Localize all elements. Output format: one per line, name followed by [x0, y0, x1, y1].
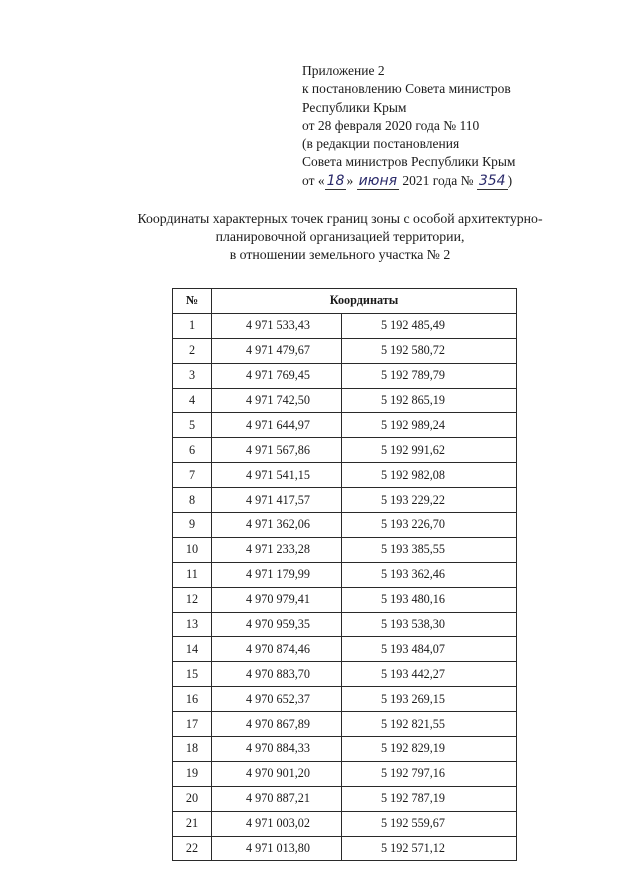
table-row — [173, 836, 517, 861]
title-line: Координаты характерных точек границ зоны с особой архитектурно- — [137, 211, 543, 226]
coordinate-y-cell: 5 193 362,46 — [342, 562, 517, 587]
point-number-cell: 16 — [173, 687, 212, 712]
title-line: планировочной организацией территории, — [215, 229, 465, 244]
point-number-cell: 10 — [173, 537, 212, 562]
table-row — [173, 637, 517, 662]
coordinate-y-cell: 5 192 865,19 — [342, 388, 517, 413]
table-row — [173, 562, 517, 587]
annex-line: Совета министров Республики Крым — [302, 154, 516, 170]
coordinate-x-cell: 4 971 541,15 — [212, 463, 342, 488]
coordinate-x-cell: 4 970 883,70 — [212, 662, 342, 687]
date-suffix: 2021 года № — [402, 172, 474, 188]
title-line: в отношении земельного участка № 2 — [229, 247, 451, 262]
coordinate-x-cell: 4 970 901,20 — [212, 761, 342, 786]
coordinate-x-cell: 4 971 769,45 — [212, 363, 342, 388]
point-number-cell: 3 — [173, 363, 212, 388]
close-paren: ) — [507, 172, 513, 188]
point-number-cell: 2 — [173, 338, 212, 363]
coordinate-y-cell: 5 193 385,55 — [342, 537, 517, 562]
coordinate-y-cell: 5 193 538,30 — [342, 612, 517, 637]
annex-line: к постановлению Совета министров — [302, 81, 511, 97]
point-number-cell: 1 — [173, 313, 212, 338]
table-row — [173, 438, 517, 463]
point-number-cell: 14 — [173, 637, 212, 662]
handwritten-month: июня — [358, 172, 398, 189]
table-row — [173, 687, 517, 712]
coordinate-y-cell: 5 192 989,24 — [342, 413, 517, 438]
coordinate-y-cell: 5 193 484,07 — [342, 637, 517, 662]
coordinate-x-cell: 4 970 979,41 — [212, 587, 342, 612]
coordinate-y-cell: 5 193 229,22 — [342, 488, 517, 513]
date-prefix: от « — [302, 172, 325, 188]
document-title — [100, 210, 580, 264]
coordinate-x-cell: 4 971 179,99 — [212, 562, 342, 587]
annex-line: Республики Крым — [302, 99, 407, 115]
coordinate-y-cell: 5 192 982,08 — [342, 463, 517, 488]
coordinate-x-cell: 4 971 417,57 — [212, 488, 342, 513]
point-number-cell: 18 — [173, 737, 212, 762]
point-number-cell: 9 — [173, 513, 212, 538]
coordinate-x-cell: 4 971 742,50 — [212, 388, 342, 413]
coordinate-y-cell: 5 193 226,70 — [342, 513, 517, 538]
coordinate-x-cell: 4 970 867,89 — [212, 712, 342, 737]
table-row — [173, 587, 517, 612]
point-number-cell: 11 — [173, 562, 212, 587]
coordinate-y-cell: 5 193 442,27 — [342, 662, 517, 687]
table-row — [173, 737, 517, 762]
annex-line: от 28 февраля 2020 года № 110 — [302, 117, 480, 133]
point-number-cell: 7 — [173, 463, 212, 488]
point-number-cell: 13 — [173, 612, 212, 637]
annex-line: (в редакции постановления — [302, 136, 460, 152]
table-row — [173, 338, 517, 363]
point-number-cell: 20 — [173, 786, 212, 811]
table-row — [173, 413, 517, 438]
column-header-coordinates: Координаты — [212, 289, 517, 314]
table-row — [173, 712, 517, 737]
coordinate-y-cell: 5 192 789,79 — [342, 363, 517, 388]
coordinate-x-cell: 4 970 884,33 — [212, 737, 342, 762]
point-number-cell: 15 — [173, 662, 212, 687]
table-header-row — [173, 289, 517, 314]
coordinate-y-cell: 5 193 480,16 — [342, 587, 517, 612]
table-row — [173, 363, 517, 388]
point-number-cell: 8 — [173, 488, 212, 513]
point-number-cell: 17 — [173, 712, 212, 737]
point-number-cell: 19 — [173, 761, 212, 786]
point-number-cell: 4 — [173, 388, 212, 413]
coordinate-x-cell: 4 971 479,67 — [212, 338, 342, 363]
coordinate-y-cell: 5 192 580,72 — [342, 338, 517, 363]
handwritten-doc-number: 354 — [478, 172, 506, 189]
table-row — [173, 388, 517, 413]
table-row — [173, 463, 517, 488]
coordinate-y-cell: 5 192 991,62 — [342, 438, 517, 463]
coordinate-y-cell: 5 192 571,12 — [342, 836, 517, 861]
coordinate-x-cell: 4 970 959,35 — [212, 612, 342, 637]
handwritten-day: 18 — [326, 172, 345, 189]
point-number-cell: 21 — [173, 811, 212, 836]
point-number-cell: 22 — [173, 836, 212, 861]
annex-line: Приложение 2 — [302, 63, 385, 78]
coordinate-y-cell: 5 192 821,55 — [342, 712, 517, 737]
coordinate-y-cell: 5 192 797,16 — [342, 761, 517, 786]
coordinate-y-cell: 5 192 787,19 — [342, 786, 517, 811]
table-row — [173, 786, 517, 811]
point-number-cell: 5 — [173, 413, 212, 438]
coordinate-x-cell: 4 971 362,06 — [212, 513, 342, 538]
coordinate-x-cell: 4 971 013,80 — [212, 836, 342, 861]
coordinate-y-cell: 5 192 485,49 — [342, 313, 517, 338]
table-body — [173, 313, 517, 861]
point-number-cell: 6 — [173, 438, 212, 463]
table-row — [173, 537, 517, 562]
table-row — [173, 313, 517, 338]
table-row — [173, 612, 517, 637]
date-mid: » — [346, 172, 354, 188]
coordinate-x-cell: 4 970 652,37 — [212, 687, 342, 712]
table-row — [173, 761, 517, 786]
coordinates-table — [172, 288, 517, 861]
table-row — [173, 811, 517, 836]
column-header-number: № — [173, 289, 212, 314]
coordinate-x-cell: 4 971 567,86 — [212, 438, 342, 463]
coordinate-x-cell: 4 970 874,46 — [212, 637, 342, 662]
table-row — [173, 488, 517, 513]
coordinate-y-cell: 5 192 829,19 — [342, 737, 517, 762]
coordinate-y-cell: 5 193 269,15 — [342, 687, 517, 712]
annex-date-line — [302, 172, 602, 190]
coordinate-x-cell: 4 970 887,21 — [212, 786, 342, 811]
coordinate-x-cell: 4 971 533,43 — [212, 313, 342, 338]
coordinate-x-cell: 4 971 644,97 — [212, 413, 342, 438]
coordinate-y-cell: 5 192 559,67 — [342, 811, 517, 836]
table-row — [173, 662, 517, 687]
table-row — [173, 513, 517, 538]
coordinate-x-cell: 4 971 233,28 — [212, 537, 342, 562]
coordinate-x-cell: 4 971 003,02 — [212, 811, 342, 836]
annex-header — [302, 62, 602, 190]
point-number-cell: 12 — [173, 587, 212, 612]
